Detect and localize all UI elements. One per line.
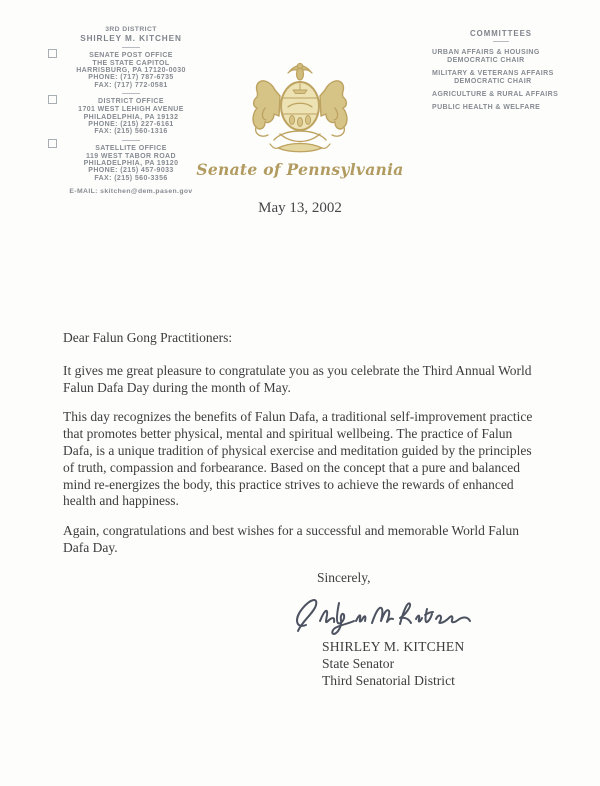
salutation: Dear Falun Gong Practitioners: (63, 330, 233, 345)
committees-column (432, 30, 570, 116)
letter-date: May 13, 2002 (258, 200, 342, 216)
signer-name: SHIRLEY M. KITCHEN (322, 638, 465, 654)
divider (122, 140, 140, 141)
paragraph: It gives me great pleasure to congratulate you as you celebrate the Third Annual World Falun Dafa Day during the month of May. (63, 362, 532, 395)
office-line: FAX: (215) 560-3356 (94, 174, 168, 182)
office-title: SATELLITE OFFICE (95, 144, 167, 152)
office-line: FAX: (717) 772-0581 (94, 81, 168, 89)
office-checkbox (48, 95, 57, 104)
paragraph: This day recognizes the benefits of Falun Dafa, a traditional self-improvement practice that promotes better physical, mental and spiritual wellbeing. The practice of Falun Dafa, is a unique tradition of physical exercise and meditation guided by the principles of truth, compassion and forbearance. Based on the concept that a pure and balanced mind re-energizes the body, this practice strives to achieve the rewards of enhanced health and happiness. (63, 409, 533, 509)
office-line: PHILADELPHIA, PA 19120 (83, 160, 179, 168)
office-line: PHONE: (215) 227-6161 (88, 120, 174, 128)
email-address: E-MAIL: skitchen@dem.pasen.gov (69, 188, 193, 196)
pennsylvania-coat-of-arms-icon (240, 56, 360, 160)
office-checkbox (48, 49, 57, 58)
office-block-senate-post (57, 52, 205, 89)
office-line: PHILADELPHIA, PA 19132 (83, 113, 179, 121)
office-line: PHONE: (717) 787-6735 (88, 74, 174, 82)
senate-of-pennsylvania-title: Senate of Pennsylvania (196, 160, 404, 179)
letter-body (63, 330, 543, 689)
committee-name: URBAN AFFAIRS & HOUSING (432, 48, 540, 56)
district-label: 3RD DISTRICT (105, 26, 157, 33)
signer-title: State Senator (322, 655, 395, 671)
divider (493, 41, 509, 42)
office-title: DISTRICT OFFICE (98, 98, 164, 106)
divider (122, 93, 140, 94)
office-line: HARRISBURG, PA 17120-0030 (76, 67, 186, 75)
paragraph: Again, congratulations and best wishes for a successful and memorable World Falun Dafa Day. (63, 523, 520, 555)
committee-name: PUBLIC HEALTH & WELFARE (432, 103, 541, 111)
committee-item (432, 49, 540, 65)
committee-name: AGRICULTURE & RURAL AFFAIRS (432, 90, 559, 98)
office-line: 119 WEST TABOR ROAD (86, 152, 176, 160)
office-title: SENATE POST OFFICE (89, 51, 173, 59)
handwritten-signature (292, 591, 472, 637)
signer-district: Third Senatorial District (322, 672, 455, 688)
office-block-district (57, 98, 205, 135)
divider (122, 47, 140, 48)
committee-name: MILITARY & VETERANS AFFAIRS (432, 69, 554, 77)
committee-role: DEMOCRATIC CHAIR (447, 57, 525, 65)
committee-role: DEMOCRATIC CHAIR (454, 78, 532, 86)
signature-block (322, 638, 543, 689)
committees-header: COMMITTEES (470, 29, 532, 38)
office-line: 1701 WEST LEHIGH AVENUE (78, 106, 184, 114)
office-line: FAX: (215) 560-1316 (94, 128, 168, 136)
office-checkbox (48, 139, 57, 148)
senator-name: SHIRLEY M. KITCHEN (80, 34, 182, 44)
committee-item (432, 104, 540, 112)
signature-transcription (63, 637, 64, 638)
committee-item (432, 70, 554, 86)
closing: Sincerely, (317, 569, 371, 585)
committee-item (432, 91, 558, 99)
office-line: THE STATE CAPITOL (92, 59, 170, 67)
office-line: PHONE: (215) 457-9033 (88, 167, 174, 175)
